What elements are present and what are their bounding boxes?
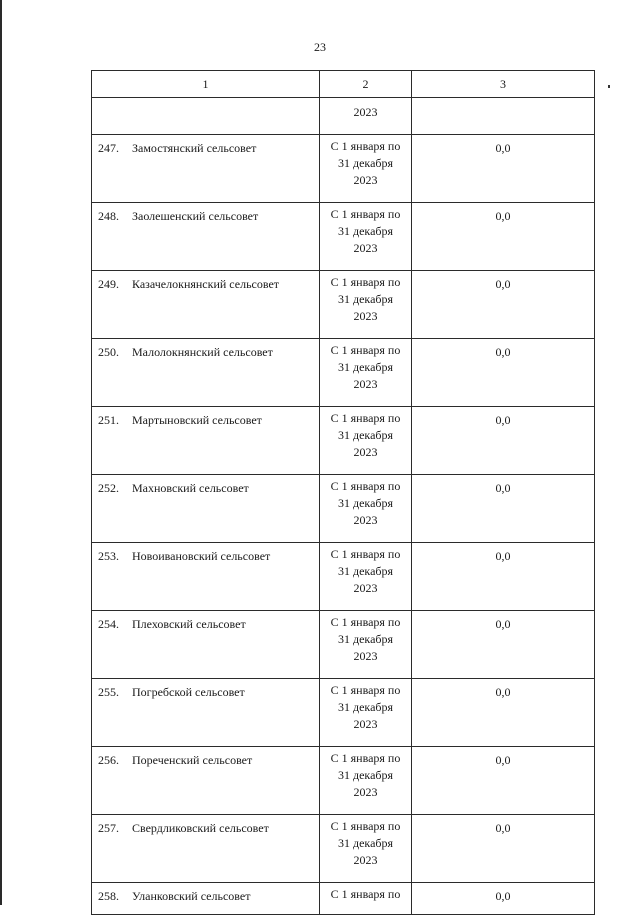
- period-line: С 1 января по: [330, 275, 401, 289]
- municipality-cell: [92, 407, 320, 475]
- municipality-cell: [92, 815, 320, 883]
- period-cell: [320, 543, 412, 611]
- municipality-name: Махновский сельсовет: [132, 481, 249, 495]
- period-cell: [320, 203, 412, 271]
- municipality-name: Казачелокнянский сельсовет: [132, 277, 280, 291]
- row-number: 253.: [98, 549, 119, 563]
- municipality-name: Малолокнянский сельсовет: [132, 345, 273, 359]
- value-cell: 0,0: [412, 815, 595, 883]
- period-line: С 1 января по: [330, 819, 401, 833]
- row-number: 254.: [98, 617, 119, 631]
- municipality-name: Свердликовский сельсовет: [132, 821, 269, 835]
- period-line: 31 декабря: [337, 292, 394, 306]
- municipality-cell: [92, 611, 320, 679]
- period-line: 31 декабря: [337, 700, 394, 714]
- value-cell: 0,0: [412, 883, 595, 915]
- period-cell: [320, 679, 412, 747]
- municipality-cell: [92, 135, 320, 203]
- value-cell: 0,0: [412, 475, 595, 543]
- period-line: 2023: [353, 513, 378, 527]
- row-number: 247.: [98, 141, 119, 155]
- period-line: 2023: [353, 173, 378, 187]
- row-number: 258.: [98, 889, 119, 903]
- period-line: С 1 января по: [330, 887, 401, 901]
- value-cell: 0,0: [412, 203, 595, 271]
- row-number: 252.: [98, 481, 119, 495]
- value-cell: 0,0: [412, 747, 595, 815]
- period-cell: [320, 611, 412, 679]
- municipality-table: [91, 70, 595, 915]
- municipality-cell: [92, 203, 320, 271]
- table-row: [92, 679, 595, 747]
- municipality-cell: [92, 339, 320, 407]
- period-line: 2023: [353, 853, 378, 867]
- row-number: 257.: [98, 821, 119, 835]
- period-cell: [320, 339, 412, 407]
- table-row: [92, 747, 595, 815]
- table-row: [92, 271, 595, 339]
- period-cell: [320, 271, 412, 339]
- table-row: [92, 815, 595, 883]
- continuation-value-cell: [412, 98, 595, 135]
- table-row: [92, 611, 595, 679]
- period-line: С 1 января по: [330, 411, 401, 425]
- period-line: 2023: [353, 649, 378, 663]
- period-line: 31 декабря: [337, 360, 394, 374]
- period-line: С 1 января по: [330, 547, 401, 561]
- municipality-cell: [92, 679, 320, 747]
- value-cell: 0,0: [412, 407, 595, 475]
- table-row: [92, 339, 595, 407]
- period-line: 2023: [353, 785, 378, 799]
- municipality-name: Пореченский сельсовет: [132, 753, 253, 767]
- period-line: С 1 января по: [330, 479, 401, 493]
- municipality-name: Замостянский сельсовет: [132, 141, 257, 155]
- table-row: [92, 407, 595, 475]
- municipality-name: Уланковский сельсовет: [132, 889, 251, 903]
- table-row: [92, 883, 595, 915]
- scan-speck: [608, 85, 610, 88]
- column-header-2: 2: [320, 71, 412, 98]
- value-cell: 0,0: [412, 679, 595, 747]
- municipality-name: Мартыновский сельсовет: [132, 413, 262, 427]
- period-line: С 1 января по: [330, 751, 401, 765]
- period-cell: [320, 815, 412, 883]
- value-cell: 0,0: [412, 543, 595, 611]
- value-cell: 0,0: [412, 271, 595, 339]
- value-cell: 0,0: [412, 135, 595, 203]
- municipality-name: Заолешенский сельсовет: [132, 209, 259, 223]
- continuation-period-cell: 2023: [320, 98, 412, 135]
- column-header-3: 3: [412, 71, 595, 98]
- period-line: 2023: [353, 717, 378, 731]
- row-number: 251.: [98, 413, 119, 427]
- scan-left-edge: [0, 0, 2, 905]
- municipality-name: Погребской сельсовет: [132, 685, 245, 699]
- continuation-row: [92, 98, 595, 135]
- row-number: 249.: [98, 277, 119, 291]
- municipality-cell: [92, 543, 320, 611]
- table-row: [92, 135, 595, 203]
- period-line: 31 декабря: [337, 836, 394, 850]
- period-line: 31 декабря: [337, 496, 394, 510]
- period-cell: [320, 883, 412, 915]
- municipality-name: Плеховский сельсовет: [132, 617, 246, 631]
- period-line: 31 декабря: [337, 564, 394, 578]
- municipality-cell: [92, 271, 320, 339]
- municipality-cell: [92, 475, 320, 543]
- period-cell: [320, 407, 412, 475]
- column-header-1: 1: [92, 71, 320, 98]
- municipality-name: Новоивановский сельсовет: [132, 549, 271, 563]
- table-row: [92, 475, 595, 543]
- period-line: 2023: [353, 309, 378, 323]
- municipality-cell: [92, 747, 320, 815]
- period-line: 31 декабря: [337, 768, 394, 782]
- period-line: С 1 января по: [330, 343, 401, 357]
- continuation-name-cell: [92, 98, 320, 135]
- period-line: 31 декабря: [337, 428, 394, 442]
- table-row: [92, 543, 595, 611]
- period-line: 2023: [353, 241, 378, 255]
- value-cell: 0,0: [412, 339, 595, 407]
- period-line: С 1 января по: [330, 139, 401, 153]
- period-line: 2023: [353, 445, 378, 459]
- table-row: [92, 203, 595, 271]
- row-number: 248.: [98, 209, 119, 223]
- period-line: С 1 января по: [330, 207, 401, 221]
- period-line: 31 декабря: [337, 156, 394, 170]
- row-number: 256.: [98, 753, 119, 767]
- period-line: 31 декабря: [337, 632, 394, 646]
- period-line: 2023: [353, 581, 378, 595]
- period-line: 31 декабря: [337, 224, 394, 238]
- period-line: С 1 января по: [330, 615, 401, 629]
- page-number: 23: [314, 40, 326, 54]
- value-cell: 0,0: [412, 611, 595, 679]
- period-cell: [320, 475, 412, 543]
- period-cell: [320, 747, 412, 815]
- table-header-row: [92, 71, 595, 98]
- period-line: 2023: [353, 377, 378, 391]
- period-line: С 1 января по: [330, 683, 401, 697]
- row-number: 255.: [98, 685, 119, 699]
- municipality-cell: [92, 883, 320, 915]
- period-cell: [320, 135, 412, 203]
- row-number: 250.: [98, 345, 119, 359]
